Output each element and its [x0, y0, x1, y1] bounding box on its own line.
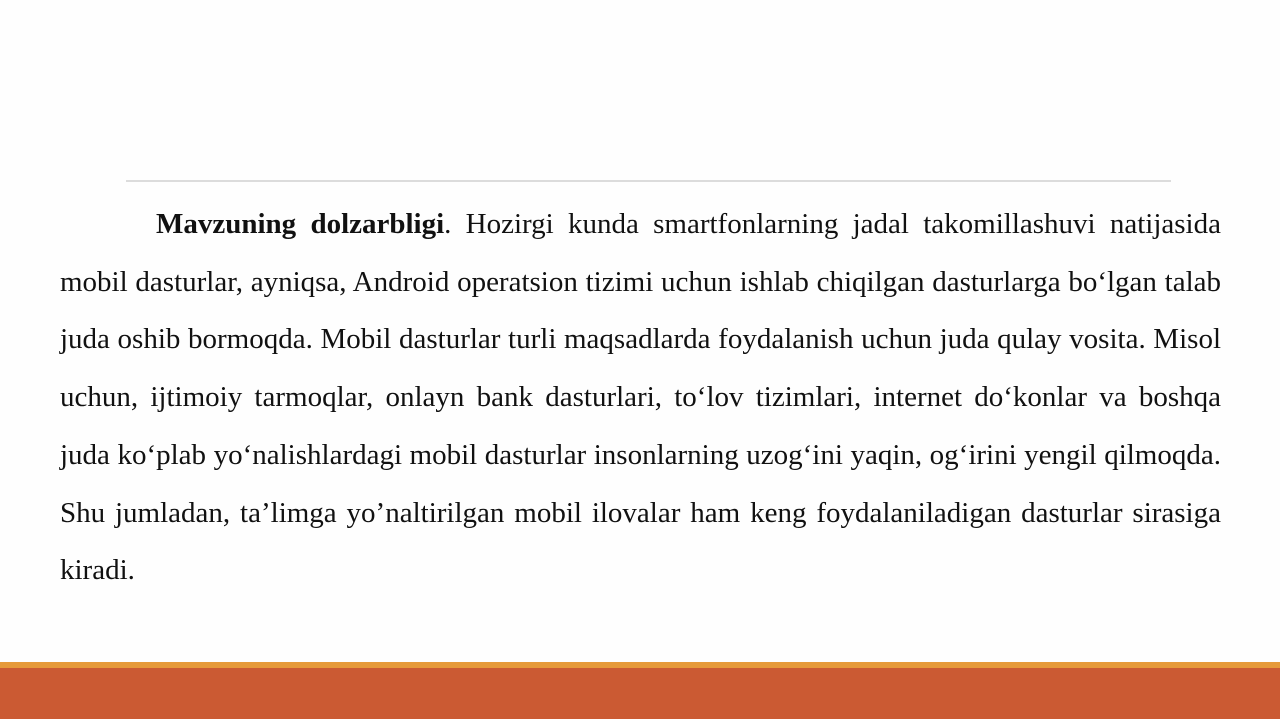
paragraph-text: Hozirgi kunda smartfonlarning jadal takomillashuvi natijasida mobil dasturlar, ayniqsa, Android operatsion tizimi uchun ishlab chiqilgan dasturlarga bo‘lgan talab juda oshib bormoqda. Mobil dasturlar turli maqsadlarda foydalanish uchun juda qulay vosita. Misol uchun, ijtimoiy tarmoqlar, onlayn bank dasturlari, to‘lov tizimlari, internet do‘konlar va boshqa juda ko‘plab yo‘nalishlardagi mobil dasturlar insonlarning uzog‘ini yaqin, og‘irini yengil qilmoqda. Shu jumladan, ta’limga yo’naltirilgan mobil ilovalar ham keng foydalaniladigan dasturlar sirasiga kiradi. — [60, 208, 1221, 587]
title-divider-line — [126, 180, 1171, 182]
bottom-decorative-band — [0, 662, 1280, 719]
paragraph-heading: Mavzuning dolzarbligi — [156, 208, 445, 240]
bottom-band-main-stripe — [0, 668, 1280, 719]
body-paragraph — [60, 196, 1221, 600]
heading-punctuation: . — [444, 208, 452, 240]
